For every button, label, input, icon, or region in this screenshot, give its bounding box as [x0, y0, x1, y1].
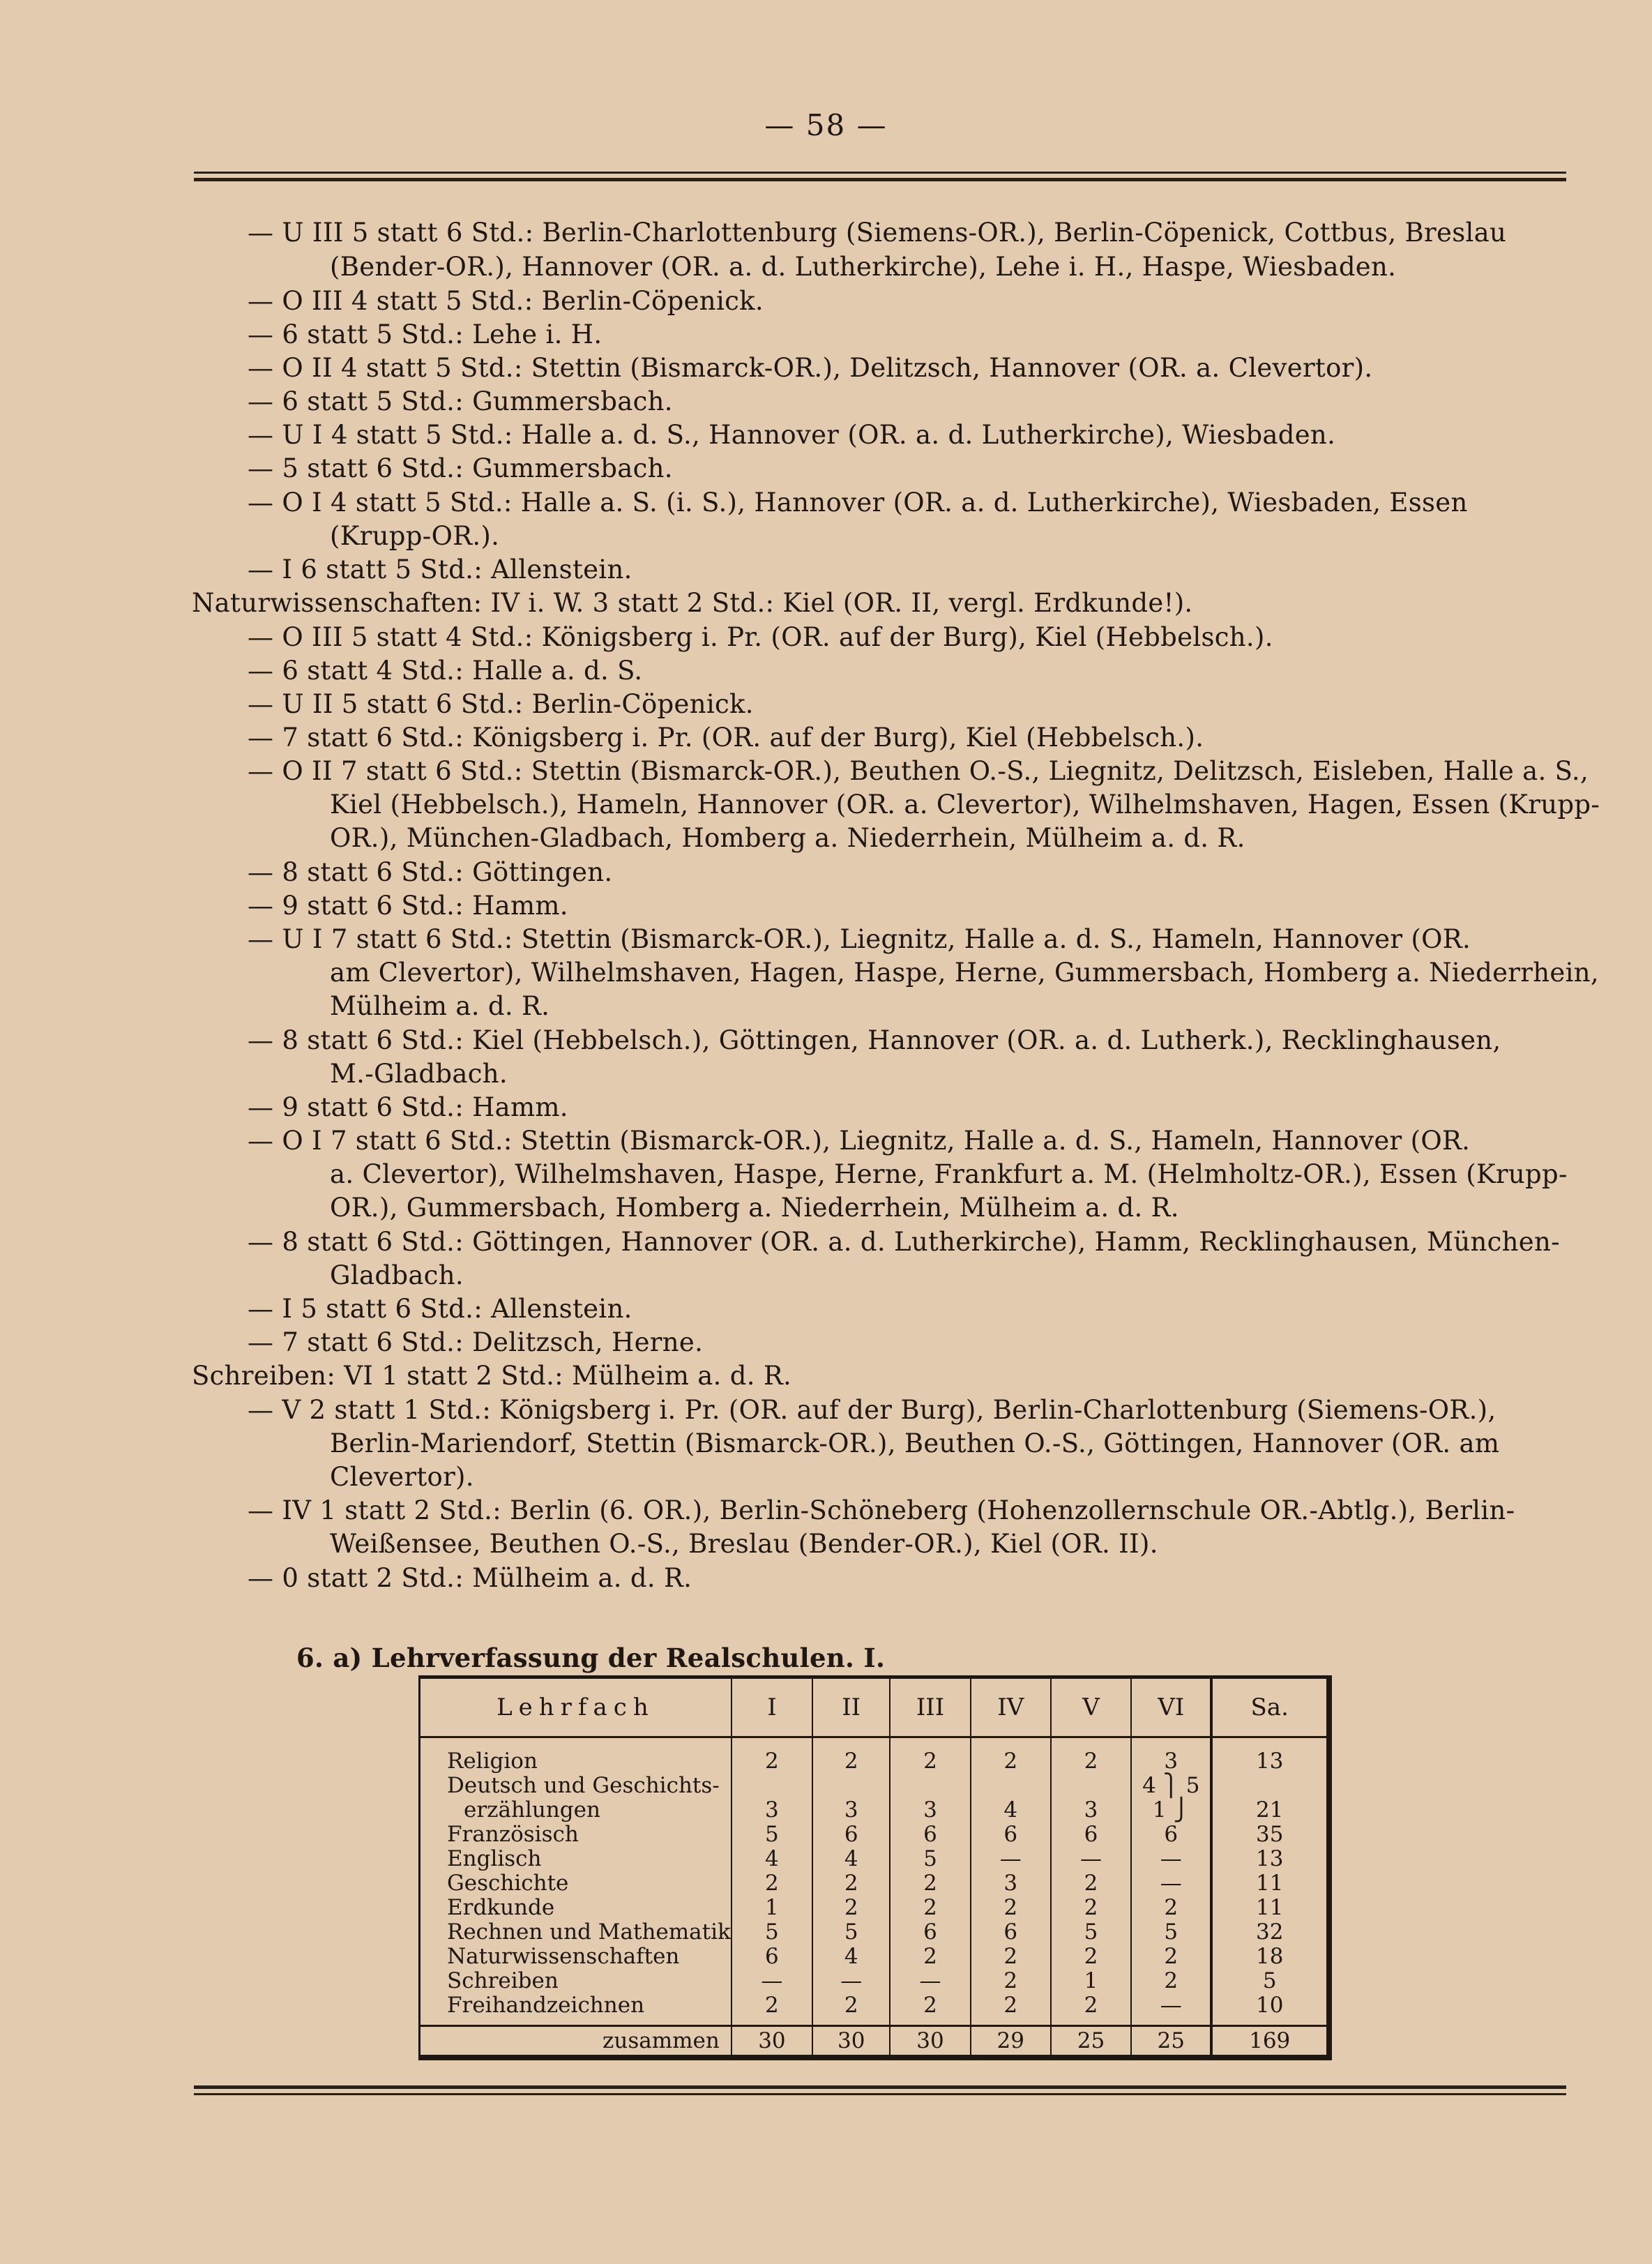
- value-cell: 2: [971, 1737, 1051, 1774]
- total-sum-cell: 169: [1211, 2026, 1329, 2058]
- table-row: [420, 1969, 1330, 1993]
- value-cell: —: [1131, 1993, 1211, 2026]
- text-line: — U I 4 statt 5 Std.: Halle a. d. S., Hannover (OR. a. d. Lutherkirche), Wiesbaden.: [248, 420, 1336, 450]
- text-line: a. Clevertor), Wilhelmshaven, Haspe, Herne, Frankfurt a. M. (Helmholtz-OR.), Essen (Krupp-: [330, 1159, 1568, 1189]
- text-line: — 8 statt 6 Std.: Göttingen, Hannover (OR. a. d. Lutherkirche), Hamm, Recklinghausen, München-: [248, 1227, 1560, 1257]
- value-cell: 4: [971, 1798, 1051, 1822]
- value-cell: 3: [812, 1798, 890, 1822]
- value-cell: —: [890, 1969, 970, 1993]
- sum-cell: [1211, 1774, 1329, 1798]
- text-line: Gladbach.: [330, 1260, 464, 1290]
- value-cell: 3: [1051, 1798, 1131, 1822]
- text-line: — 6 statt 5 Std.: Lehe i. H.: [248, 319, 603, 349]
- text-line: — 8 statt 6 Std.: Göttingen.: [248, 857, 613, 887]
- text-line: OR.), Gummersbach, Homberg a. Niederrhein, Mülheim a. d. R.: [330, 1193, 1179, 1223]
- value-cell: 1: [1051, 1969, 1131, 1993]
- subject-cell: Erdkunde: [420, 1896, 732, 1920]
- text-line: Berlin-Mariendorf, Stettin (Bismarck-OR.), Beuthen O.-S., Göttingen, Hannover (OR. am: [330, 1428, 1500, 1458]
- sum-cell: 21: [1211, 1798, 1329, 1822]
- value-cell: [1051, 1774, 1131, 1798]
- value-cell: 5: [812, 1920, 890, 1945]
- table-row: [420, 1871, 1330, 1896]
- value-cell: 5: [1051, 1920, 1131, 1945]
- value-cell: [890, 1774, 970, 1798]
- value-cell: 2: [971, 1945, 1051, 1969]
- subject-cell: Schreiben: [420, 1969, 732, 1993]
- table-row: [420, 1896, 1330, 1920]
- value-cell: 2: [812, 1737, 890, 1774]
- value-cell: 2: [812, 1871, 890, 1896]
- value-cell: 2: [812, 1993, 890, 2026]
- text-line: — U II 5 statt 6 Std.: Berlin-Cöpenick.: [248, 689, 754, 719]
- text-line: M.-Gladbach.: [330, 1059, 508, 1089]
- value-cell: 6: [812, 1822, 890, 1847]
- sum-cell: 11: [1211, 1896, 1329, 1920]
- text-line: — I 5 statt 6 Std.: Allenstein.: [248, 1294, 632, 1324]
- header-sa: Sa.: [1211, 1677, 1329, 1737]
- top-rule: [194, 172, 1566, 181]
- value-cell: 6: [1051, 1822, 1131, 1847]
- value-cell: 6: [890, 1920, 970, 1945]
- value-cell: 6: [1131, 1822, 1211, 1847]
- sum-cell: 13: [1211, 1737, 1329, 1774]
- total-cell: 29: [971, 2026, 1051, 2058]
- value-cell: 6: [890, 1822, 970, 1847]
- table-row: [420, 1993, 1330, 2026]
- value-cell: 2: [1131, 1945, 1211, 1969]
- text-line: — I 6 statt 5 Std.: Allenstein.: [248, 554, 632, 584]
- text-line: — 7 statt 6 Std.: Delitzsch, Herne.: [248, 1327, 704, 1357]
- value-cell: 2: [732, 1871, 812, 1896]
- value-cell: 4: [732, 1847, 812, 1871]
- value-cell: 2: [890, 1871, 970, 1896]
- text-line: (Bender-OR.), Hannover (OR. a. d. Lutherkirche), Lehe i. H., Haspe, Wiesbaden.: [330, 252, 1397, 282]
- section-line: Naturwissenschaften: IV i. W. 3 statt 2 Std.: Kiel (OR. II, vergl. Erdkunde!).: [192, 588, 1193, 618]
- text-line: OR.), München-Gladbach, Homberg a. Niederrhein, Mülheim a. d. R.: [330, 823, 1245, 853]
- bottom-rule: [194, 2085, 1566, 2095]
- value-cell: 2: [732, 1737, 812, 1774]
- subject-cell: erzählungen: [420, 1798, 732, 1822]
- value-cell: 3: [971, 1871, 1051, 1896]
- value-cell: 2: [1051, 1896, 1131, 1920]
- text-line: — 8 statt 6 Std.: Kiel (Hebbelsch.), Göttingen, Hannover (OR. a. d. Lutherk.), Recklinghausen,: [248, 1025, 1501, 1055]
- value-cell: 5: [1131, 1920, 1211, 1945]
- value-cell: 2: [1051, 1737, 1131, 1774]
- header-col-v: V: [1051, 1677, 1131, 1737]
- text-line: — 9 statt 6 Std.: Hamm.: [248, 891, 568, 921]
- value-cell: 5: [890, 1847, 970, 1871]
- value-cell: 6: [732, 1945, 812, 1969]
- header-col-iv: IV: [971, 1677, 1051, 1737]
- text-line: (Krupp-OR.).: [330, 521, 500, 551]
- value-cell: 2: [890, 1896, 970, 1920]
- value-cell: 4: [812, 1945, 890, 1969]
- value-cell: 2: [812, 1896, 890, 1920]
- table-row: [420, 1822, 1330, 1847]
- text-line: — O I 4 statt 5 Std.: Halle a. S. (i. S.), Hannover (OR. a. d. Lutherkirche), Wiesbaden, Essen: [248, 488, 1468, 518]
- total-cell: 30: [890, 2026, 970, 2058]
- value-cell: 5: [732, 1920, 812, 1945]
- subject-cell: Geschichte: [420, 1871, 732, 1896]
- header-col-vi: VI: [1131, 1677, 1211, 1737]
- value-cell: —: [1051, 1847, 1131, 1871]
- total-cell: 25: [1131, 2026, 1211, 2058]
- value-cell: 2: [890, 1993, 970, 2026]
- value-cell: 2: [890, 1945, 970, 1969]
- value-cell: 2: [971, 1896, 1051, 1920]
- text-line: am Clevertor), Wilhelmshaven, Hagen, Haspe, Herne, Gummersbach, Homberg a. Niederrhein,: [330, 958, 1599, 988]
- sum-cell: 11: [1211, 1871, 1329, 1896]
- total-cell: 30: [812, 2026, 890, 2058]
- header-lehrfach: Lehrfach: [420, 1677, 732, 1737]
- subject-cell: Rechnen und Mathematik: [420, 1920, 732, 1945]
- value-cell: 3: [1131, 1737, 1211, 1774]
- value-cell: 6: [971, 1920, 1051, 1945]
- table-total-row: [420, 2026, 1330, 2058]
- value-cell: [971, 1774, 1051, 1798]
- text-line: — 9 statt 6 Std.: Hamm.: [248, 1092, 568, 1122]
- value-cell: 2: [1051, 1993, 1131, 2026]
- header-col-ii: II: [812, 1677, 890, 1737]
- subject-cell: Naturwissenschaften: [420, 1945, 732, 1969]
- sum-cell: 32: [1211, 1920, 1329, 1945]
- sum-cell: 13: [1211, 1847, 1329, 1871]
- value-cell: 2: [1131, 1969, 1211, 1993]
- table-row: [420, 1774, 1330, 1798]
- value-cell: —: [732, 1969, 812, 1993]
- total-cell: 25: [1051, 2026, 1131, 2058]
- table-row: [420, 1798, 1330, 1822]
- subject-cell: Englisch: [420, 1847, 732, 1871]
- text-line: Clevertor).: [330, 1462, 474, 1492]
- value-cell: —: [1131, 1847, 1211, 1871]
- value-cell: 5: [732, 1822, 812, 1847]
- value-cell: 2: [1051, 1871, 1131, 1896]
- value-cell: 3: [732, 1798, 812, 1822]
- text-line: — U III 5 statt 6 Std.: Berlin-Charlottenburg (Siemens-OR.), Berlin-Cöpenick, Cottbus, Breslau: [248, 218, 1507, 248]
- text-line: — U I 7 statt 6 Std.: Stettin (Bismarck-OR.), Liegnitz, Halle a. d. S., Hameln, Hannover (OR.: [248, 924, 1471, 954]
- value-cell: 2: [890, 1737, 970, 1774]
- value-cell: 3: [890, 1798, 970, 1822]
- value-cell: 1: [732, 1896, 812, 1920]
- text-line: Kiel (Hebbelsch.), Hameln, Hannover (OR. a. Clevertor), Wilhelmshaven, Hagen, Essen (Krupp-: [330, 790, 1600, 820]
- text-line: — 6 statt 5 Std.: Gummersbach.: [248, 386, 673, 416]
- value-cell: 2: [971, 1993, 1051, 2026]
- total-label: zusammen: [420, 2026, 732, 2058]
- table-header-row: [420, 1677, 1330, 1737]
- value-cell: [732, 1774, 812, 1798]
- sum-cell: 10: [1211, 1993, 1329, 2026]
- text-line: — 5 statt 6 Std.: Gummersbach.: [248, 453, 673, 483]
- value-cell: 6: [971, 1822, 1051, 1847]
- section-line: Schreiben: VI 1 statt 2 Std.: Mülheim a. d. R.: [192, 1361, 792, 1391]
- sum-cell: 18: [1211, 1945, 1329, 1969]
- text-line: — 6 statt 4 Std.: Halle a. d. S.: [248, 656, 643, 686]
- subject-cell: Deutsch und Geschichts-: [420, 1774, 732, 1798]
- value-cell: 2: [971, 1969, 1051, 1993]
- value-cell: [812, 1774, 890, 1798]
- text-line: — IV 1 statt 2 Std.: Berlin (6. OR.), Berlin-Schöneberg (Hohenzollernschule OR.-Abtlg.), Berlin-: [248, 1495, 1515, 1525]
- text-line: Weißensee, Beuthen O.-S., Breslau (Bender-OR.), Kiel (OR. II).: [330, 1529, 1158, 1559]
- text-line: — O III 5 statt 4 Std.: Königsberg i. Pr. (OR. auf der Burg), Kiel (Hebbelsch.).: [248, 622, 1273, 652]
- text-line: — 0 statt 2 Std.: Mülheim a. d. R.: [248, 1563, 692, 1593]
- subject-cell: Religion: [420, 1737, 732, 1774]
- sum-cell: 35: [1211, 1822, 1329, 1847]
- sum-cell: 5: [1211, 1969, 1329, 1993]
- page-number: — 58 —: [764, 108, 888, 142]
- value-cell: —: [971, 1847, 1051, 1871]
- table-row: [420, 1920, 1330, 1945]
- table-row: [420, 1737, 1330, 1774]
- text-line: — O I 7 statt 6 Std.: Stettin (Bismarck-OR.), Liegnitz, Halle a. d. S., Hameln, Hannover (OR.: [248, 1126, 1471, 1156]
- header-col-iii: III: [890, 1677, 970, 1737]
- text-line: — 7 statt 6 Std.: Königsberg i. Pr. (OR. auf der Burg), Kiel (Hebbelsch.).: [248, 723, 1204, 753]
- section-heading: 6. a) Lehrverfassung der Realschulen. I.: [296, 1643, 886, 1673]
- value-cell: 1 ⎭: [1131, 1798, 1211, 1822]
- text-line: — O II 7 statt 6 Std.: Stettin (Bismarck-OR.), Beuthen O.-S., Liegnitz, Delitzsch, Eisleben, Halle a. S.,: [248, 756, 1589, 786]
- text-line: — O III 4 statt 5 Std.: Berlin-Cöpenick.: [248, 286, 764, 316]
- value-cell: —: [812, 1969, 890, 1993]
- total-cell: 30: [732, 2026, 812, 2058]
- header-col-i: I: [732, 1677, 812, 1737]
- text-line: Mülheim a. d. R.: [330, 991, 550, 1021]
- text-line: — O II 4 statt 5 Std.: Stettin (Bismarck-OR.), Delitzsch, Hannover (OR. a. Clevertor).: [248, 353, 1373, 383]
- value-cell: 2: [1051, 1945, 1131, 1969]
- subject-cell: Französisch: [420, 1822, 732, 1847]
- value-cell: 2: [1131, 1896, 1211, 1920]
- table-row: [420, 1847, 1330, 1871]
- text-line: — V 2 statt 1 Std.: Königsberg i. Pr. (OR. auf der Burg), Berlin-Charlottenburg (Siemens-OR.),: [248, 1395, 1496, 1425]
- value-cell: —: [1131, 1871, 1211, 1896]
- value-cell: 4 ⎫ 5: [1131, 1774, 1211, 1798]
- curriculum-table: [418, 1675, 1332, 2060]
- value-cell: 4: [812, 1847, 890, 1871]
- subject-cell: Freihandzeichnen: [420, 1993, 732, 2026]
- value-cell: 2: [732, 1993, 812, 2026]
- table-row: [420, 1945, 1330, 1969]
